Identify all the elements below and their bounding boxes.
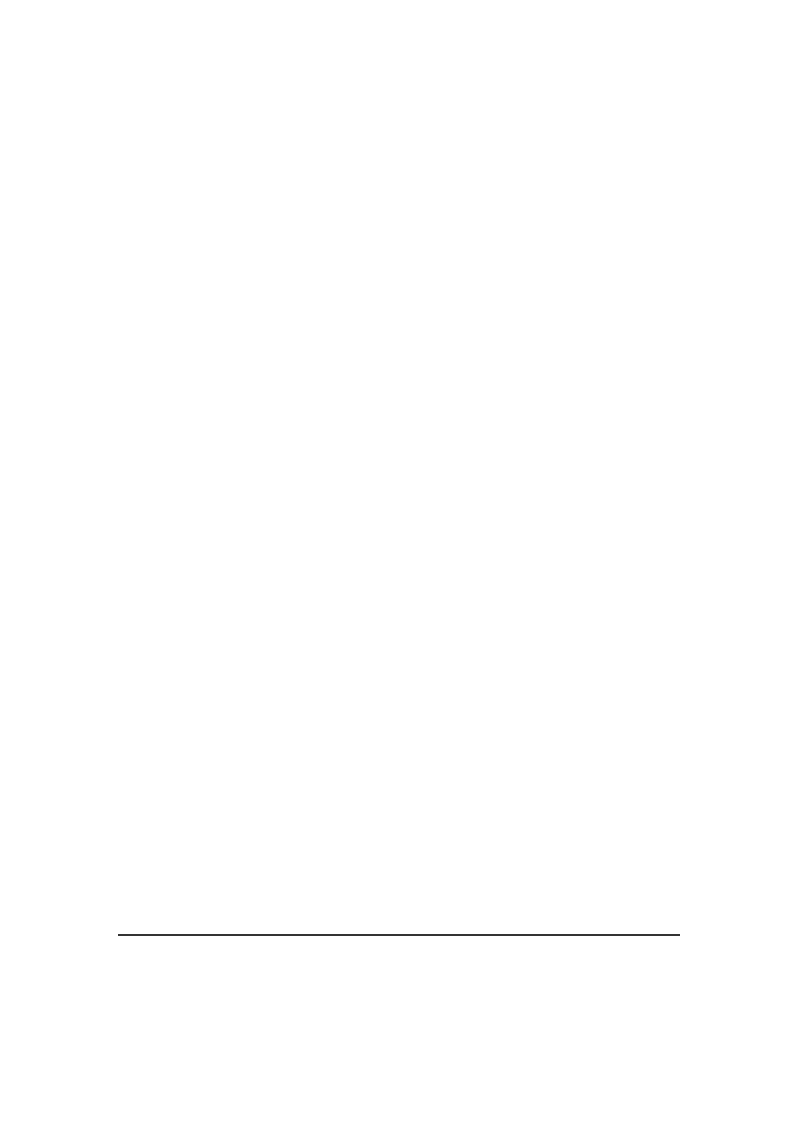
footnote-1 bbox=[118, 946, 684, 978]
footnotes bbox=[118, 946, 684, 1010]
running-head bbox=[118, 56, 124, 76]
footnote-separator bbox=[118, 934, 680, 936]
pie-svg bbox=[0, 243, 800, 645]
pie-chart-figure bbox=[0, 243, 800, 645]
footnote-2 bbox=[118, 978, 684, 1010]
